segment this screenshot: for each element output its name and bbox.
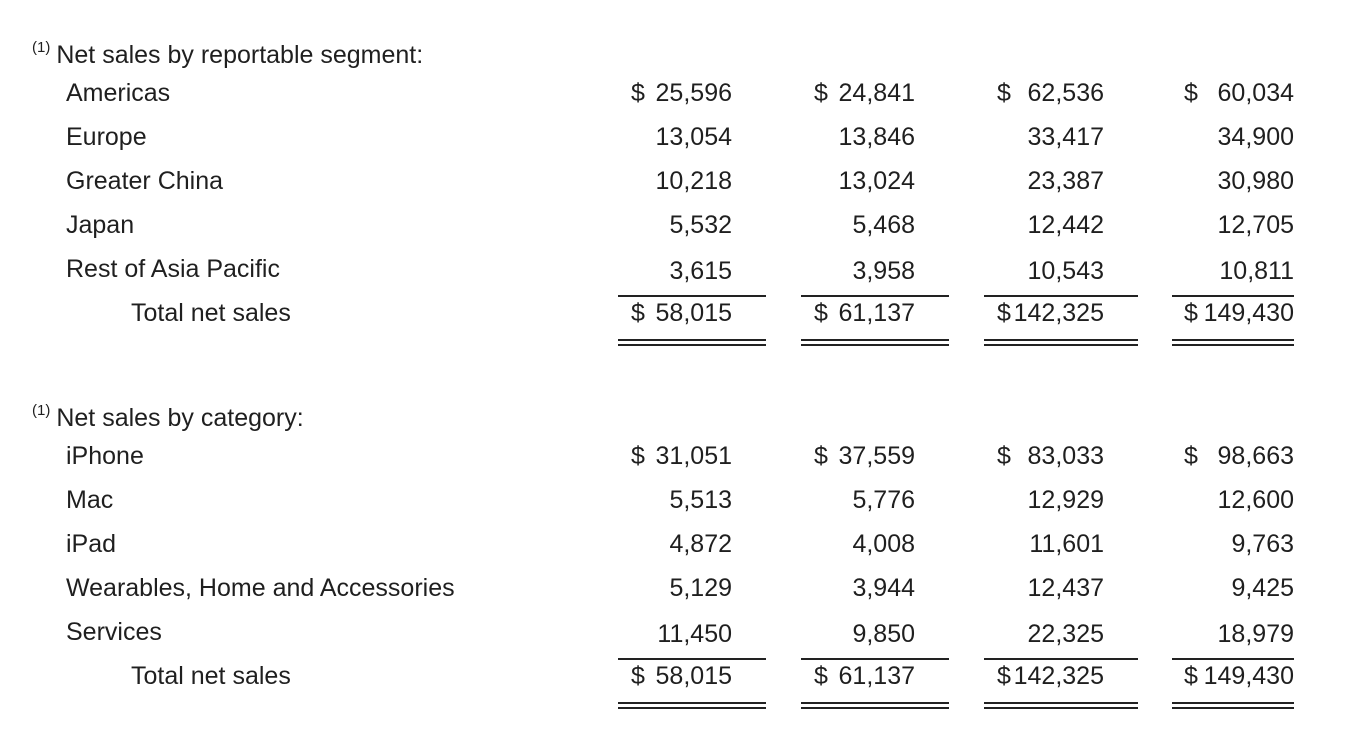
segment-title: Net sales by reportable segment: [56,41,424,69]
value: 5,468 [852,211,915,239]
currency-symbol: $ [631,299,645,327]
row-label: Mac [66,486,114,514]
row-label: iPad [66,530,117,558]
total-cell-3 [984,654,1138,698]
value: 9,425 [1231,574,1294,602]
value-cell-4 [1172,522,1294,566]
value-cell-1 [618,522,766,566]
table-row-greater-china [0,159,1372,203]
table-row-mac [0,478,1372,522]
value: 12,442 [1027,211,1104,239]
currency-symbol: $ [997,662,1011,690]
value: 5,776 [852,486,915,514]
double-underline [801,339,949,346]
value-cell-3 [984,203,1138,247]
value: 62,536 [1027,79,1104,107]
value: 12,600 [1217,486,1294,514]
double-underline [984,339,1138,346]
currency-symbol: $ [997,79,1011,107]
row-label: Wearables, Home and Accessories [66,574,455,602]
currency-symbol: $ [997,442,1011,470]
value: 98,663 [1217,442,1294,470]
total-value: 61,137 [838,662,915,690]
row-label: Japan [66,211,135,239]
value: 5,513 [669,486,732,514]
currency-symbol: $ [1184,442,1198,470]
value-cell-2 [801,434,949,478]
value: 12,929 [1027,486,1104,514]
value: 23,387 [1027,167,1104,195]
value-cell-1 [618,566,766,610]
value-cell-4 [1172,566,1294,610]
value: 9,850 [852,620,915,648]
total-cell-4 [1172,291,1294,335]
value-cell-3 [984,115,1138,159]
value: 5,532 [669,211,732,239]
segment-heading [32,28,423,68]
total-cell-3 [984,291,1138,335]
value: 33,417 [1027,123,1104,151]
value-cell-2 [801,115,949,159]
value: 9,763 [1231,530,1294,558]
value-cell-2 [801,522,949,566]
row-label: Europe [66,123,147,151]
double-underline [618,339,766,346]
value: 12,705 [1217,211,1294,239]
value-cell-4 [1172,434,1294,478]
value-cell-3 [984,247,1138,291]
value: 25,596 [655,79,732,107]
value-cell-3 [984,434,1138,478]
value: 22,325 [1027,620,1104,648]
double-underline [801,702,949,709]
value: 5,129 [669,574,732,602]
value-cell-4 [1172,610,1294,654]
total-value: 149,430 [1203,299,1294,327]
total-value: 58,015 [655,299,732,327]
value: 34,900 [1217,123,1294,151]
table-row-americas [0,71,1372,115]
double-underline [618,702,766,709]
total-cell-2 [801,654,949,698]
value-cell-4 [1172,203,1294,247]
value-cell-1 [618,159,766,203]
value-cell-1 [618,610,766,654]
row-label: Greater China [66,167,224,195]
value-cell-2 [801,566,949,610]
table-row-iphone [0,434,1372,478]
value-cell-4 [1172,159,1294,203]
value: 11,601 [1029,530,1104,558]
value: 18,979 [1217,620,1294,648]
value-cell-1 [618,478,766,522]
table-row-total [0,654,1372,698]
value: 83,033 [1027,442,1104,470]
value-cell-4 [1172,115,1294,159]
value: 30,980 [1217,167,1294,195]
value-cell-4 [1172,478,1294,522]
total-value: 149,430 [1203,662,1294,690]
total-value: 142,325 [1013,299,1104,327]
table-row-ipad [0,522,1372,566]
value-cell-3 [984,522,1138,566]
value-cell-4 [1172,71,1294,115]
value: 10,811 [1219,257,1294,285]
value: 3,944 [852,574,915,602]
value: 37,559 [838,442,915,470]
row-label: Services [66,618,162,646]
category-title: Net sales by category: [56,404,304,432]
table-row-rest-of-asia-pacific [0,247,1372,291]
table-row-europe [0,115,1372,159]
value: 4,872 [669,530,732,558]
double-underline [984,702,1138,709]
value-cell-1 [618,203,766,247]
value: 13,024 [838,167,915,195]
value-cell-1 [618,115,766,159]
value: 3,615 [669,257,732,285]
currency-symbol: $ [631,442,645,470]
total-value: 142,325 [1013,662,1104,690]
value-cell-2 [801,71,949,115]
value: 13,846 [838,123,915,151]
value: 10,543 [1027,257,1104,285]
value-cell-2 [801,478,949,522]
value-cell-2 [801,610,949,654]
total-cell-1 [618,654,766,698]
currency-symbol: $ [814,299,828,327]
currency-symbol: $ [631,662,645,690]
double-underline [1172,702,1294,709]
table-row-wearables [0,566,1372,610]
value-cell-3 [984,159,1138,203]
segment-footnote-marker: (1) [32,39,51,56]
value-cell-1 [618,434,766,478]
value-cell-3 [984,566,1138,610]
total-value: 61,137 [838,299,915,327]
value-cell-1 [618,71,766,115]
value-cell-2 [801,159,949,203]
total-cell-2 [801,291,949,335]
table-row-services [0,610,1372,654]
currency-symbol: $ [997,299,1011,327]
value: 11,450 [657,620,732,648]
value: 10,218 [655,167,732,195]
currency-symbol: $ [1184,299,1198,327]
value-cell-1 [618,247,766,291]
total-value: 58,015 [655,662,732,690]
table-row-total [0,291,1372,335]
value-cell-3 [984,478,1138,522]
table-row-japan [0,203,1372,247]
total-cell-4 [1172,654,1294,698]
row-label: Americas [66,79,171,107]
currency-symbol: $ [1184,662,1198,690]
value-cell-3 [984,610,1138,654]
total-label: Total net sales [131,662,291,690]
value: 60,034 [1217,79,1294,107]
value: 3,958 [852,257,915,285]
value: 13,054 [655,123,732,151]
value: 31,051 [655,442,732,470]
currency-symbol: $ [631,79,645,107]
currency-symbol: $ [814,662,828,690]
value: 4,008 [852,530,915,558]
value-cell-4 [1172,247,1294,291]
value-cell-2 [801,247,949,291]
row-label: Rest of Asia Pacific [66,255,280,283]
value-cell-2 [801,203,949,247]
double-underline [1172,339,1294,346]
value-cell-3 [984,71,1138,115]
value: 12,437 [1027,574,1104,602]
category-footnote-marker: (1) [32,402,51,419]
category-heading [32,391,304,431]
currency-symbol: $ [814,79,828,107]
currency-symbol: $ [814,442,828,470]
currency-symbol: $ [1184,79,1198,107]
total-label: Total net sales [131,299,291,327]
value: 24,841 [838,79,915,107]
total-cell-1 [618,291,766,335]
row-label: iPhone [66,442,144,470]
